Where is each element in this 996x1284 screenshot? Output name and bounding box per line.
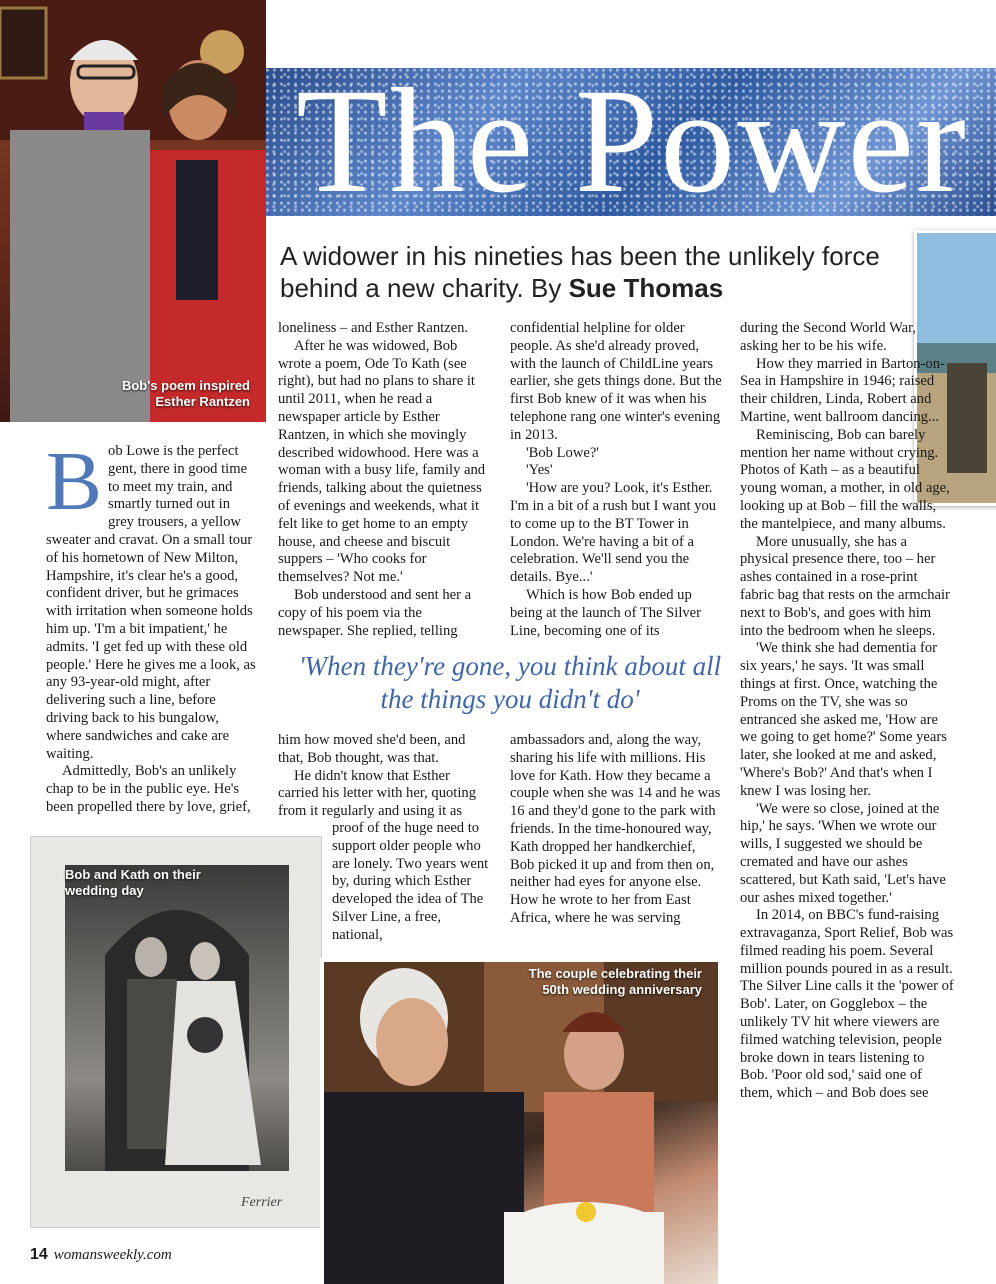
photo-wedding: [30, 836, 322, 1228]
column-3-bottom: [510, 732, 722, 928]
col2-para-5: He didn't know that Esther carried his letter with her, quoting from it regularly and using it as: [278, 767, 476, 820]
standfirst: [280, 240, 920, 304]
photo-bob-and-esther-illustration: [0, 0, 266, 422]
column-2-indent: [332, 820, 490, 945]
footer-site: womansweekly.com: [53, 1247, 172, 1263]
col3-para-5: Which is how Bob ended up being at the launch of The Silver Line, becoming one of its: [510, 586, 702, 639]
headline-banner: [266, 58, 996, 224]
col3-para-6: ambassadors and, along the way, sharing his life with millions. His love for Kath. How they became a couple when she was 14 and he was 16 and they'd gone to the park with friends. In the time-honoured way, Kath dropped her handkerchief, Bob picked it up and from then on, neither had eyes for anyone else. How he wrote to her from East Africa, where he was serving: [510, 732, 721, 926]
caption-wedding: Bob and Kath on their wedding day: [65, 867, 201, 898]
col2-para-2: After he was widowed, Bob wrote a poem, Ode To Kath (see right), but had no plans to share it until 2011, when he read a newspaper article by Esther Rantzen, in which she movingly described widowhood. Here was a woman with a busy life, family and friends, talking about the quietness of evenings and weekends, what it felt like to get home to an empty house, and cheese and biscuit suppers – 'Who cooks for themselves? Not me.': [278, 337, 486, 586]
column-2-bottom: [278, 732, 490, 821]
col4-para-1: during the Second World War, asking her to be his wife.: [740, 320, 917, 354]
col2-para-1: loneliness – and Esther Rantzen.: [278, 320, 469, 336]
col1-para-1: Bob Lowe is the perfect gent, there in good time to meet my train, and smartly turned out in grey trousers, a yellow sweater and cravat. On a small tour of his hometown of New Milton, Hampshire, it's clear he's a good, confident driver, but he grimaces with irritation when someone holds him up. 'I'm a bit impatient,' he admits. 'I get fed up with these old people.' Here he gives me a look, as any 93-year-old might, after delivering such a line, before driving back to his bungalow, where sandwiches and cake are waiting.: [46, 435, 256, 762]
column-1: [46, 435, 258, 817]
page-number: 14: [30, 1246, 48, 1263]
col2-para-4: him how moved she'd been, and that, Bob thought, was that.: [278, 732, 466, 766]
photo-wedding-image: [65, 865, 289, 1171]
col1-para-2: Admittedly, Bob's an unlikely chap to be in the public eye. He's been propelled there by love, grief,: [46, 763, 251, 815]
col2-para-3: Bob understood and sent her a copy of his poem via the newspaper. She replied, telling: [278, 586, 472, 639]
photo-anniversary-illustration: [324, 962, 718, 1284]
col3-para-3: 'Yes': [526, 462, 553, 479]
col4-para-2: How they married in Barton-on-Sea in Hampshire in 1946; raised their children, Linda, Robert and Martine, went ballroom dancing...: [740, 355, 945, 425]
col2-para-6: proof of the huge need to support older people who are lonely. Two years went by, during which Esther developed the idea of The Silver Line, a free, national,: [332, 820, 489, 943]
col3-para-1: confidential helpline for older people. As she'd already proved, with the launch of ChildLine years earlier, she gets things done. But the first Bob knew of it was when his telephone rang one winter's evening in 2013.: [510, 320, 722, 443]
pull-quote: 'When they're gone, you think about all the things you didn't do': [298, 651, 722, 714]
drop-cap: B: [46, 435, 103, 528]
col4-para-3: Reminiscing, Bob can barely mention her name without crying. Photos of Kath – as a beautiful young woman, a mother, in old age, looking up at Bob – fill the walls, the mantelpiece, and many albums.: [740, 426, 950, 532]
col4-para-5: 'We think she had dementia for six years,' he says. 'It was small things at first. Once, watching the Proms on the TV, she was so entranced she asked me, 'How are we going to get home?' Some years later, she looked at me and asked, 'Where's Bob?' And that's when I knew I was losing her.: [740, 640, 947, 799]
col3-para-2: 'Bob Lowe?': [526, 444, 599, 461]
photo-wedding-illustration: [65, 865, 289, 1171]
col4-para-7: In 2014, on BBC's fund-raising extravaganza, Sport Relief, Bob was filmed reading his poem. Several million pounds poured in as a result. The Silver Line calls it the 'power of Bob'. Later, on Gogglebox – the unlikely TV hit where viewers are filmed watching television, people broke down in tears listening to Bob. 'Poor old sod,' said one of them, which – and Bob does see: [740, 907, 954, 1102]
caption-top: Bob's poem inspired Esther Rantzen: [121, 378, 250, 409]
col3-para-4: 'How are you? Look, it's Esther. I'm in a bit of a rush but I want you to come up to the BT Tower in London. We're having a bit of a celebration. We'll send you the details. Bye...': [510, 480, 717, 586]
standfirst-text: A widower in his nineties has been the unlikely force behind a new charity. By: [280, 241, 880, 303]
photographer-signature: Ferrier: [241, 1195, 283, 1210]
col4-para-6: 'We were so close, joined at the hip,' he says. 'When we wrote our wills, I suggested we should be cremated and have our ashes scattered, but Kath said, 'Let's have our ashes mixed together.': [740, 800, 946, 906]
headline: The Power: [296, 58, 968, 224]
photo-bob-and-esther: [0, 0, 266, 422]
column-3-top: [510, 320, 722, 640]
page-footer: [30, 1246, 172, 1264]
photo-anniversary: [320, 958, 718, 1284]
author-byline: Sue Thomas: [568, 273, 724, 303]
col4-para-4: More unusually, she has a physical presence there, too – her ashes contained in a rose-print fabric bag that rests on the armchair next to Bob's, and goes with him into the bedroom when he sleeps.: [740, 533, 950, 639]
column-2-top: [278, 320, 490, 640]
caption-anniversary: The couple celebrating their 50th wedding anniversary: [528, 966, 702, 997]
column-4: [740, 320, 955, 1103]
